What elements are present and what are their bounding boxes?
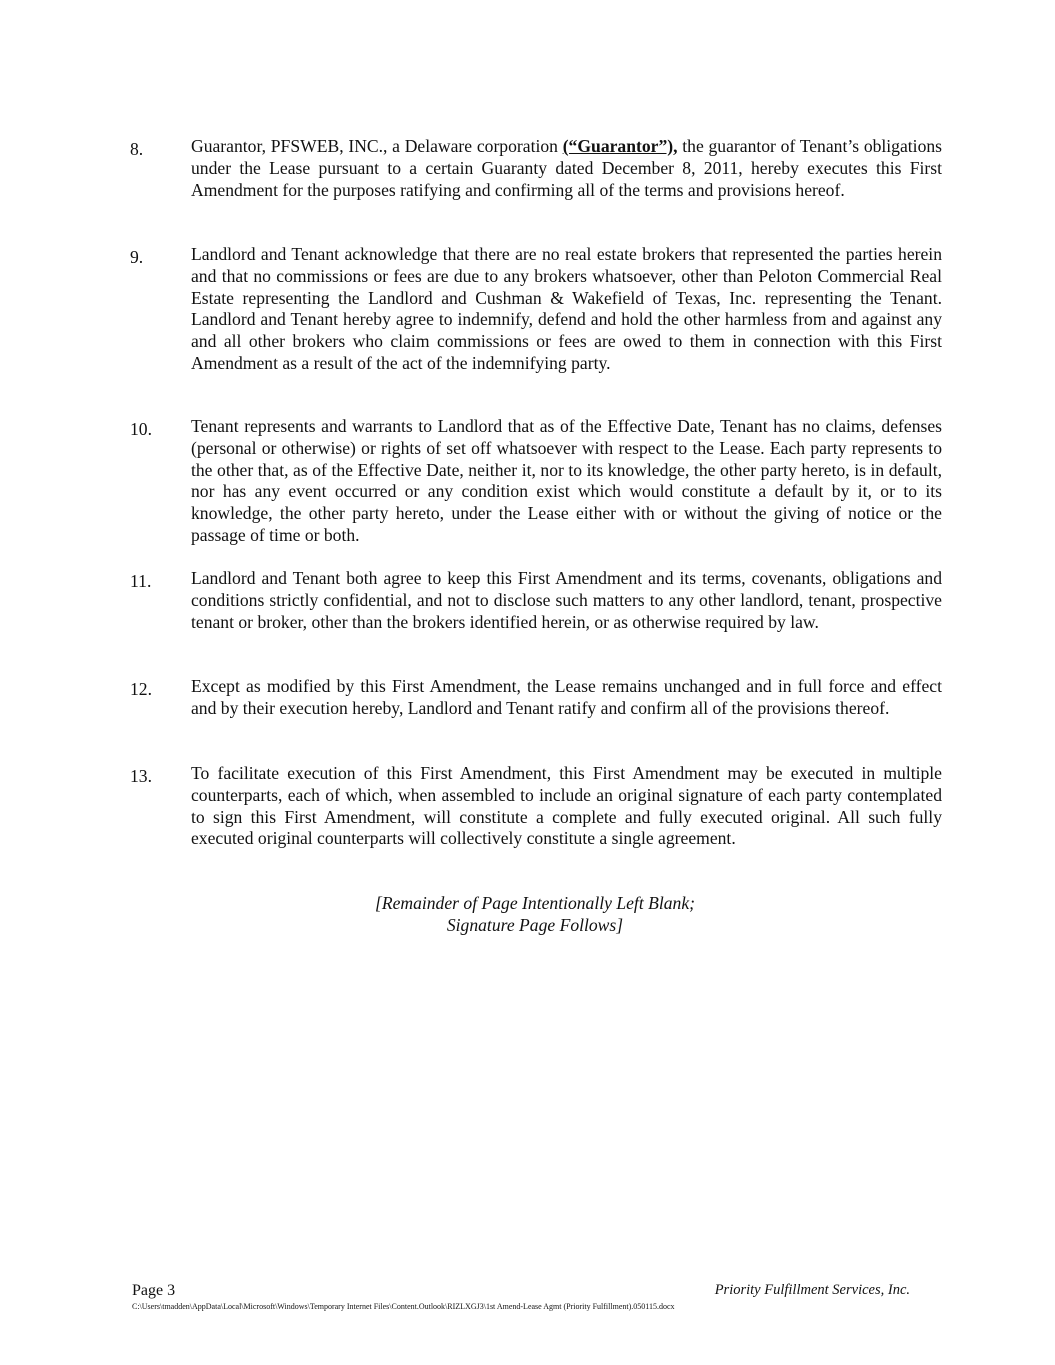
paragraph-12 [130,676,942,720]
paragraph-9 [130,244,942,375]
paragraph-text [191,136,942,201]
paragraph-text: Except as modified by this First Amendment, the Lease remains unchanged and in full force and effect and by their execution hereby, Landlord and Tenant ratify and confirm all of the provisions thereof. [191,676,942,718]
paragraph-8 [130,136,942,201]
remainder-line-1: [Remainder of Page Intentionally Left Blank; [374,893,696,913]
paragraph-text-pre: Guarantor, PFSWEB, INC., a Delaware corporation [191,136,563,156]
paragraph-text: Landlord and Tenant acknowledge that there are no real estate brokers that represented the parties herein and that no commissions or fees are due to any brokers whatsoever, other than Peloton Commercial Real Estate representing the Landlord and Cushman & Wakefield of Texas, Inc. representing the Tenant. Landlord and Tenant hereby agree to indemnify, defend and hold the other harmless from and against any and all other brokers who claim commissions or fees are owed to them in connection with this First Amendment as a result of the act of the indemnifying party. [191,244,942,373]
paragraph-11 [130,568,942,633]
paragraph-text-post: the guarantor of Tenant’s obligations under the Lease pursuant to a certain Guaranty dated December 8, 2011, hereby executes this First Amendment for the purposes ratifying and confirming all of the terms and provisions hereof. [191,136,943,200]
paragraph-number: 11. [130,571,152,591]
paragraph-text: Tenant represents and warrants to Landlord that as of the Effective Date, Tenant has no claims, defenses (personal or otherwise) or rights of set off whatsoever with respect to the Lease. Each party represents to the other that, as of the Effective Date, neither it, nor to its knowledge, the other party hereto, is in default, nor has any event occurred or any condition exist which would constitute a default by it, or to its knowledge, the other party hereto, under the Lease either with or without the giving of notice or the passage of time or both. [191,416,942,545]
paragraph-number: 9. [130,247,144,267]
paragraph-text: Landlord and Tenant both agree to keep this First Amendment and its terms, covenants, obligations and conditions strictly confidential, and not to disclose such matters to any other landlord, tenant, prospective tenant or broker, other than the brokers identified herein, or as otherwise required by law. [191,568,942,632]
defined-term-guarantor: (“Guarantor”), [562,136,678,156]
footer-file-path: C:\Users\tmadden\AppData\Local\Microsoft\Windows\Temporary Internet Files\Content.Outlook\RIZLXGJ3\1st Amend-Lease Agmt (Priority Fulfillment).050115.docx [132,1302,675,1311]
paragraph-10 [130,416,942,547]
remainder-note [330,892,740,936]
paragraph-number: 13. [130,766,152,786]
paragraph-number: 12. [130,679,152,699]
footer-page-number: Page 3 [132,1282,176,1299]
footer-company-name: Priority Fulfillment Services, Inc. [714,1282,910,1298]
paragraph-number: 8. [130,139,144,159]
paragraph-number: 10. [130,419,152,439]
paragraph-text: To facilitate execution of this First Amendment, this First Amendment may be executed in multiple counterparts, each of which, when assembled to include an original signature of each party contemplated to sign this First Amendment, will constitute a complete and fully executed original. All such fully executed original counterparts will collectively constitute a single agreement. [191,763,942,849]
remainder-line-2: Signature Page Follows] [446,915,624,935]
paragraph-13 [130,763,942,850]
